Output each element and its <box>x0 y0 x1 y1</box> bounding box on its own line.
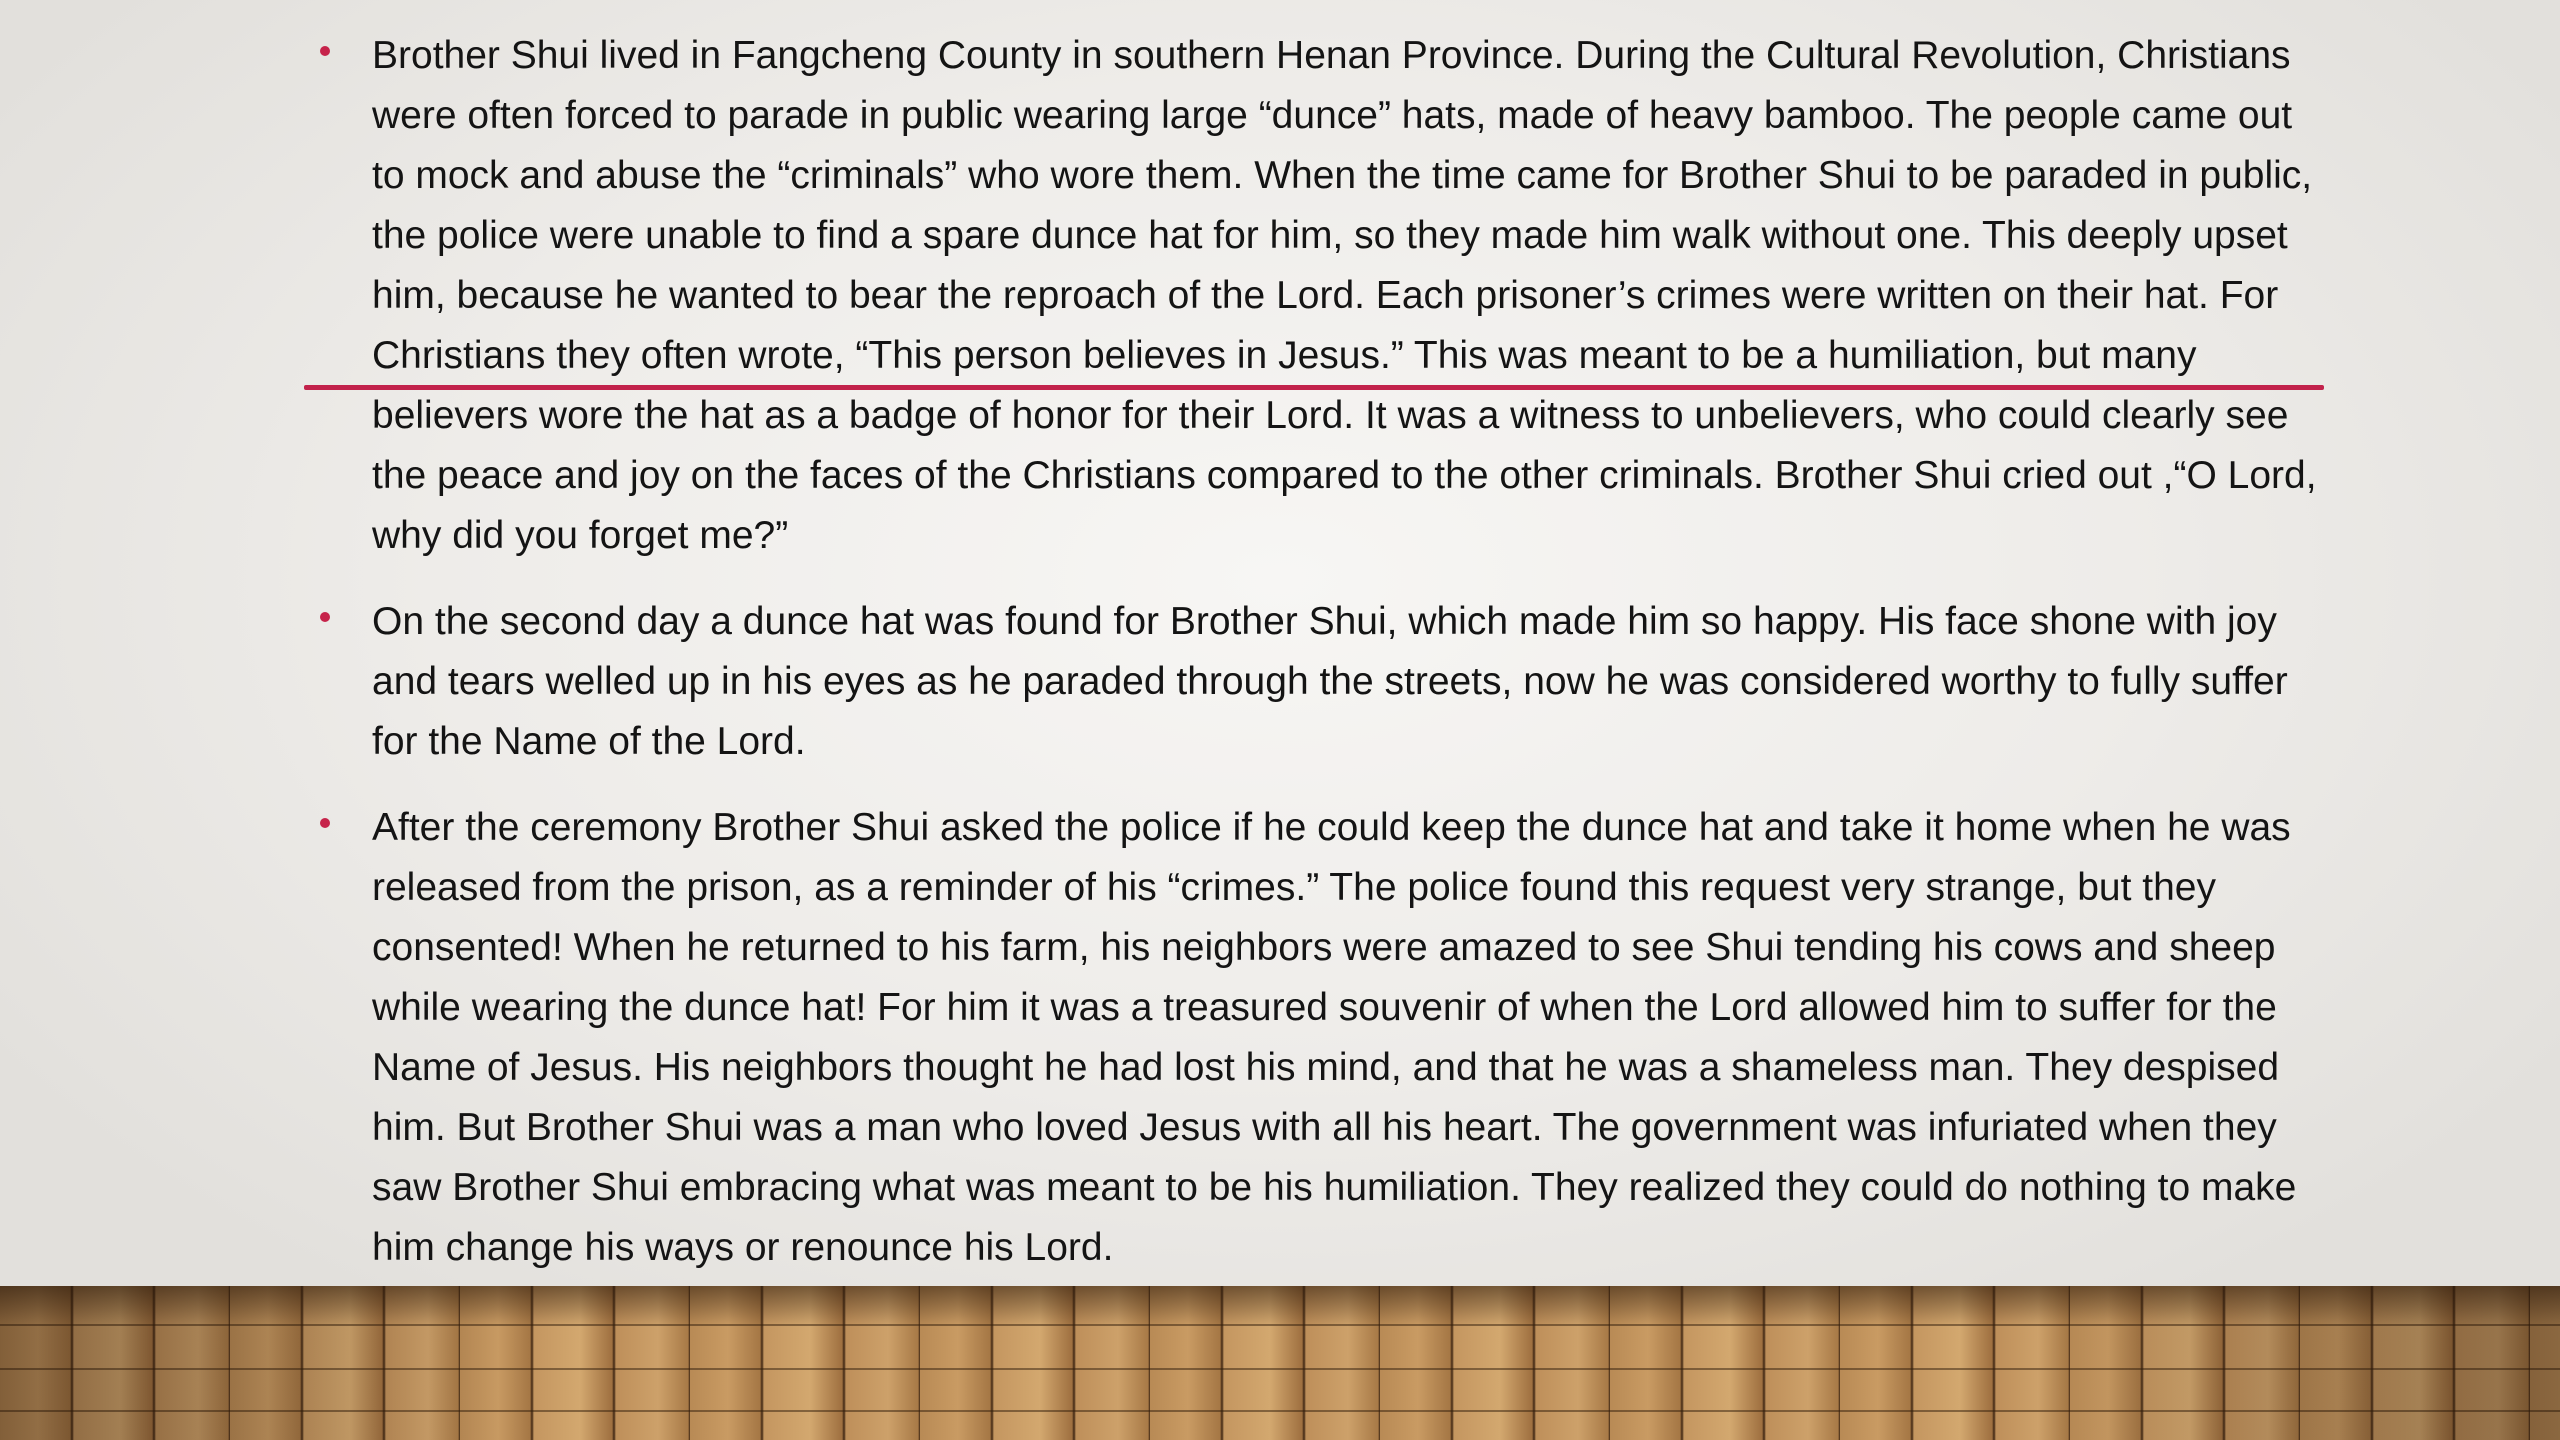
bullet-dot-icon <box>320 46 330 56</box>
bullet-text-3: After the ceremony Brother Shui asked the police if he could keep the dunce hat and take it home when he was released from the prison, as a reminder of his “crimes.” The police found this request very strange, but they consented! When he returned to his farm, his neighbors were amazed to see Shui tending his cows and sheep while wearing the dunce hat! For him it was a treasured souvenir of when the Lord allowed him to suffer for the Name of Jesus. His neighbors thought he had lost his mind, and that he was a shameless man. They despised him. But Brother Shui was a man who loved Jesus with all his heart. The government was infuriated when they saw Brother Shui embracing what was meant to be his humiliation. They realized they could do nothing to make him change his ways or renounce his Lord. <box>372 806 2297 1269</box>
bullet-text-2: On the second day a dunce hat was found for Brother Shui, which made him so happy. His face shone with joy and tears welled up in his eyes as he paraded through the streets, now he was considered worthy to fully suffer for the Name of the Lord. <box>372 600 2288 763</box>
bullet-item-1 <box>320 26 2320 566</box>
bullet-item-3 <box>320 798 2320 1278</box>
bullet-item-2 <box>320 592 2320 772</box>
bullet-dot-icon <box>320 818 330 828</box>
bullet-dot-icon <box>320 612 330 622</box>
wooden-floor-background <box>0 1286 2560 1440</box>
annotation-underline <box>304 385 2324 390</box>
bullet-text-1: Brother Shui lived in Fangcheng County in southern Henan Province. During the Cultural Revolution, Christians were often forced to parade in public wearing large “dunce” hats, made of heavy bamboo. The people came out to mock and abuse the “criminals” who wore them. When the time came for Brother Shui to be paraded in public, the police were unable to find a spare dunce hat for him, so they made him walk without one. This deeply upset him, because he wanted to bear the reproach of the Lord. Each prisoner’s crimes were written on their hat. For Christians they often wrote, “This person believes in Jesus.” This was meant to be a humiliation, but many believers wore the hat as a badge of honor for their Lord. It was a witness to unbelievers, who could clearly see the peace and joy on the faces of the Christians compared to the other criminals. Brother Shui cried out ,“O Lord, why did you forget me?” <box>372 34 2317 557</box>
bullet-list <box>320 26 2320 1286</box>
